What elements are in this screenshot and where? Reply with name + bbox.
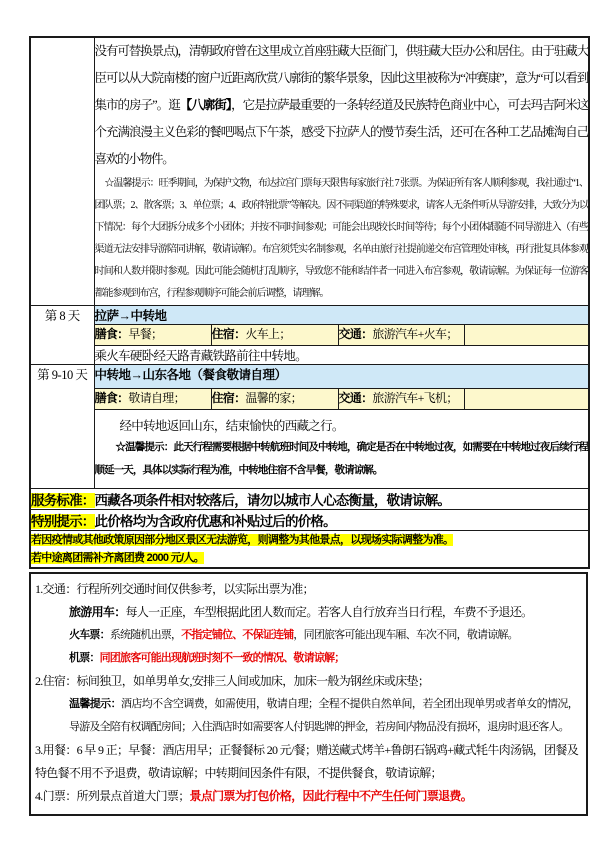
barkhor-street-bold: 【八廓街】 [179, 98, 232, 112]
note-meal-text: 6 早 9 正；早餐：酒店用早；正餐餐标 20 元/餐；赠送藏式烤羊+鲁朗石锅鸡+藏式牦牛肉汤锅，团餐及特色餐不用不予退费，敬请谅解；中转期间因条件有限，不提供餐食，敬请谅解； [35, 743, 578, 780]
special-notice-text: 此价格均为含政府优惠和补贴过后的价格。 [94, 514, 336, 529]
day8-extra-cell [464, 325, 589, 346]
note-train-label: 火车票： [69, 629, 110, 641]
day8-transport-cell [338, 325, 464, 346]
day8-label-cell: 第 8 天 [30, 306, 94, 365]
service-standard-row [30, 489, 589, 510]
day-column-empty-cell [30, 37, 94, 306]
day9-label-cell: 第 9-10 天 [30, 365, 94, 489]
stay-value: 温馨的家； [245, 391, 302, 405]
note-transport [35, 578, 578, 601]
note-hotel-tip [69, 693, 578, 739]
note-vehicle-text: 每人一正座，车型根据此团人数而定。若客人自行放弃当日行程，车费不予退还。 [125, 605, 533, 619]
meal-label: 膳食： [94, 327, 129, 341]
leave-group-fee-line [31, 549, 588, 567]
service-standard-cell [30, 489, 589, 510]
day8-meal-cell [94, 325, 211, 346]
day8-stay-cell [211, 325, 338, 346]
meal-label: 膳食： [94, 391, 129, 405]
paragraph-text-end: ，它是拉萨最重要的一条转经道及民族特色商业中心，可去玛吉阿米这个充满浪漫主义色彩的餐吧喝点下午茶，感受下拉萨人的慢节奏生活，还可在各种工艺品摊淘自己喜欢的小物件。 [94, 98, 588, 166]
leave-group-fee-text: 若中途离团需补齐离团费 2000 元/人。 [31, 552, 204, 564]
service-standard-text: 西藏各项条件相对较落后，请勿以城市人心态衡量，敬请谅解。 [94, 493, 451, 508]
note-ticket [35, 785, 578, 808]
day9-route-header: 中转地→山东各地（餐食敬请自理） [94, 365, 589, 389]
note-ticket-red-text: 景点门票为打包价格，因此行程中不产生任何门票退费。 [189, 789, 473, 803]
transport-label: 交通： [338, 327, 373, 341]
day9-desc-row [30, 410, 589, 489]
warnings-cell [30, 531, 589, 569]
note-train [69, 624, 578, 647]
note-vehicle [69, 601, 578, 624]
day8-route-header: 拉萨→中转地 [94, 306, 589, 325]
note-hotel-number: 2.住宿： [35, 674, 77, 688]
day9-route-row [30, 365, 589, 389]
day9-meal-row [30, 389, 589, 410]
day8-route-row [30, 306, 589, 325]
day9-stay-cell [211, 389, 338, 410]
potala-ticket-tip: ☆温馨提示：旺季期间，为保护文物，布达拉宫门票每天限售每家旅行社 7 张票。为保证所有客人顺利参观，我社通过“1、团队票；2、散客票；3、单位票；4、政府特批票”等解决。因不同渠道的特殊要求，请客人无条件听从导游安排，大致分为以下情况：每个大团拆分成多个小团体；并按不同时间参观；可能会出现较长时间等待；每个小团体跟随不同导游进入（有些渠道无法安排导游陪同讲解，敬请谅解）。布宫须凭实名制参观，名单由旅行社提前递交布宫管理处审核，再行批复具体参观时间和人数并限时参观。因此可能会随机打乱顺序，导致您不能和结伴者一同进入布宫参观，敬请谅解。为保证每一位游客都能参观到布宫，行程参观顺序可能会前后调整，请理解。 [94, 178, 588, 299]
meal-value: 敬请自理； [128, 391, 185, 405]
document-body [29, 36, 588, 816]
day9-meal-cell [94, 389, 211, 410]
paragraph-text: 没有可替换景点)，清朝政府曾在这里成立首座驻藏大臣衙门，供驻藏大臣办公和居住。由于驻藏大臣可以从大院南楼的窗户近距离欣赏八廓街的繁华景象，因此这里被称为“冲赛康”，意为“可以看到集市的房子”。逛 [94, 44, 588, 112]
note-hotel-text: 标间独卫，如单男单女,安排三人间或加床，加床一般为钢丝床或床垫； [76, 674, 430, 688]
service-standard-label: 服务标准： [31, 493, 95, 508]
stay-value: 火车上； [245, 327, 291, 341]
note-ticket-pre: 所列景点首道大门票； [76, 789, 190, 803]
transport-label: 交通： [338, 391, 373, 405]
note-hotel-tip-label: 温馨提示： [69, 698, 121, 710]
continuation-row [30, 37, 589, 306]
note-meal-number: 3.用餐： [35, 743, 77, 757]
continuation-text-cell [94, 37, 589, 306]
day8-description: 乘火车硬卧经天路青藏铁路前往中转地。 [94, 346, 589, 365]
note-hotel-tip-text: 酒店均不含空调费，如需使用，敬请自理；全程不提供自然单间，若全团出现单男或者单女的情况，导游及全陪有权调配房间；入住酒店时如需要客人付钥匙牌的押金，若房间内物品没有损坏，退房时退还客人。 [69, 698, 578, 733]
epidemic-warning-text: 若因疫情或其他政策原因部分地区景区无法游览，则调整为其他景点，以现场实际调整为准。 [31, 534, 454, 546]
note-train-pre: 系统随机出票， [109, 629, 182, 641]
day9-description: 经中转地返回山东，结束愉快的西藏之行。 [119, 419, 344, 433]
note-train-red-text: 不指定铺位、不保证连铺 [181, 629, 294, 641]
epidemic-warning-line [31, 531, 588, 549]
note-transport-text: 行程所列交通时间仅供参考，以实际出票为准； [76, 582, 314, 596]
note-vehicle-label: 旅游用车： [69, 605, 126, 619]
notes-row [30, 573, 587, 815]
note-flight-red-text: 同团旅客可能出现航班时刻不一致的情况、敬请谅解； [99, 652, 345, 664]
note-hotel [35, 670, 578, 693]
special-notice-label: 特别提示： [31, 514, 95, 529]
note-meal [35, 739, 578, 785]
stay-label: 住宿： [211, 327, 246, 341]
warnings-row [30, 531, 589, 569]
day8-meal-row [30, 325, 589, 346]
note-flight [69, 647, 578, 670]
transport-value: 旅游汽车+飞机； [372, 391, 458, 405]
note-flight-label: 机票： [69, 652, 100, 664]
note-train-post: ，同团旅客可能出现车厢、车次不同，敬请谅解。 [293, 629, 518, 641]
day9-description-cell [94, 410, 589, 489]
note-ticket-number: 4.门票： [35, 789, 77, 803]
notes-cell [30, 573, 587, 815]
note-transport-number: 1.交通： [35, 582, 77, 596]
day9-extra-cell [464, 389, 589, 410]
transport-value: 旅游汽车+火车； [372, 327, 458, 341]
sight-description-paragraph [95, 38, 589, 173]
special-notice-cell [30, 510, 589, 531]
day8-desc-row [30, 346, 589, 365]
day9-transport-cell [338, 389, 464, 410]
notes-table [29, 572, 588, 816]
special-notice-row [30, 510, 589, 531]
meal-value: 早餐； [128, 327, 163, 341]
transfer-overnight-tip: ☆温馨提示：此天行程需要根据中转航班时间及中转地，确定是否在中转地过夜，如需要在中转地过夜后续行程顺延一天，具体以实际行程为准，中转地住宿不含早餐，敬请谅解。 [94, 441, 588, 476]
itinerary-table [29, 36, 590, 569]
stay-label: 住宿： [211, 391, 246, 405]
